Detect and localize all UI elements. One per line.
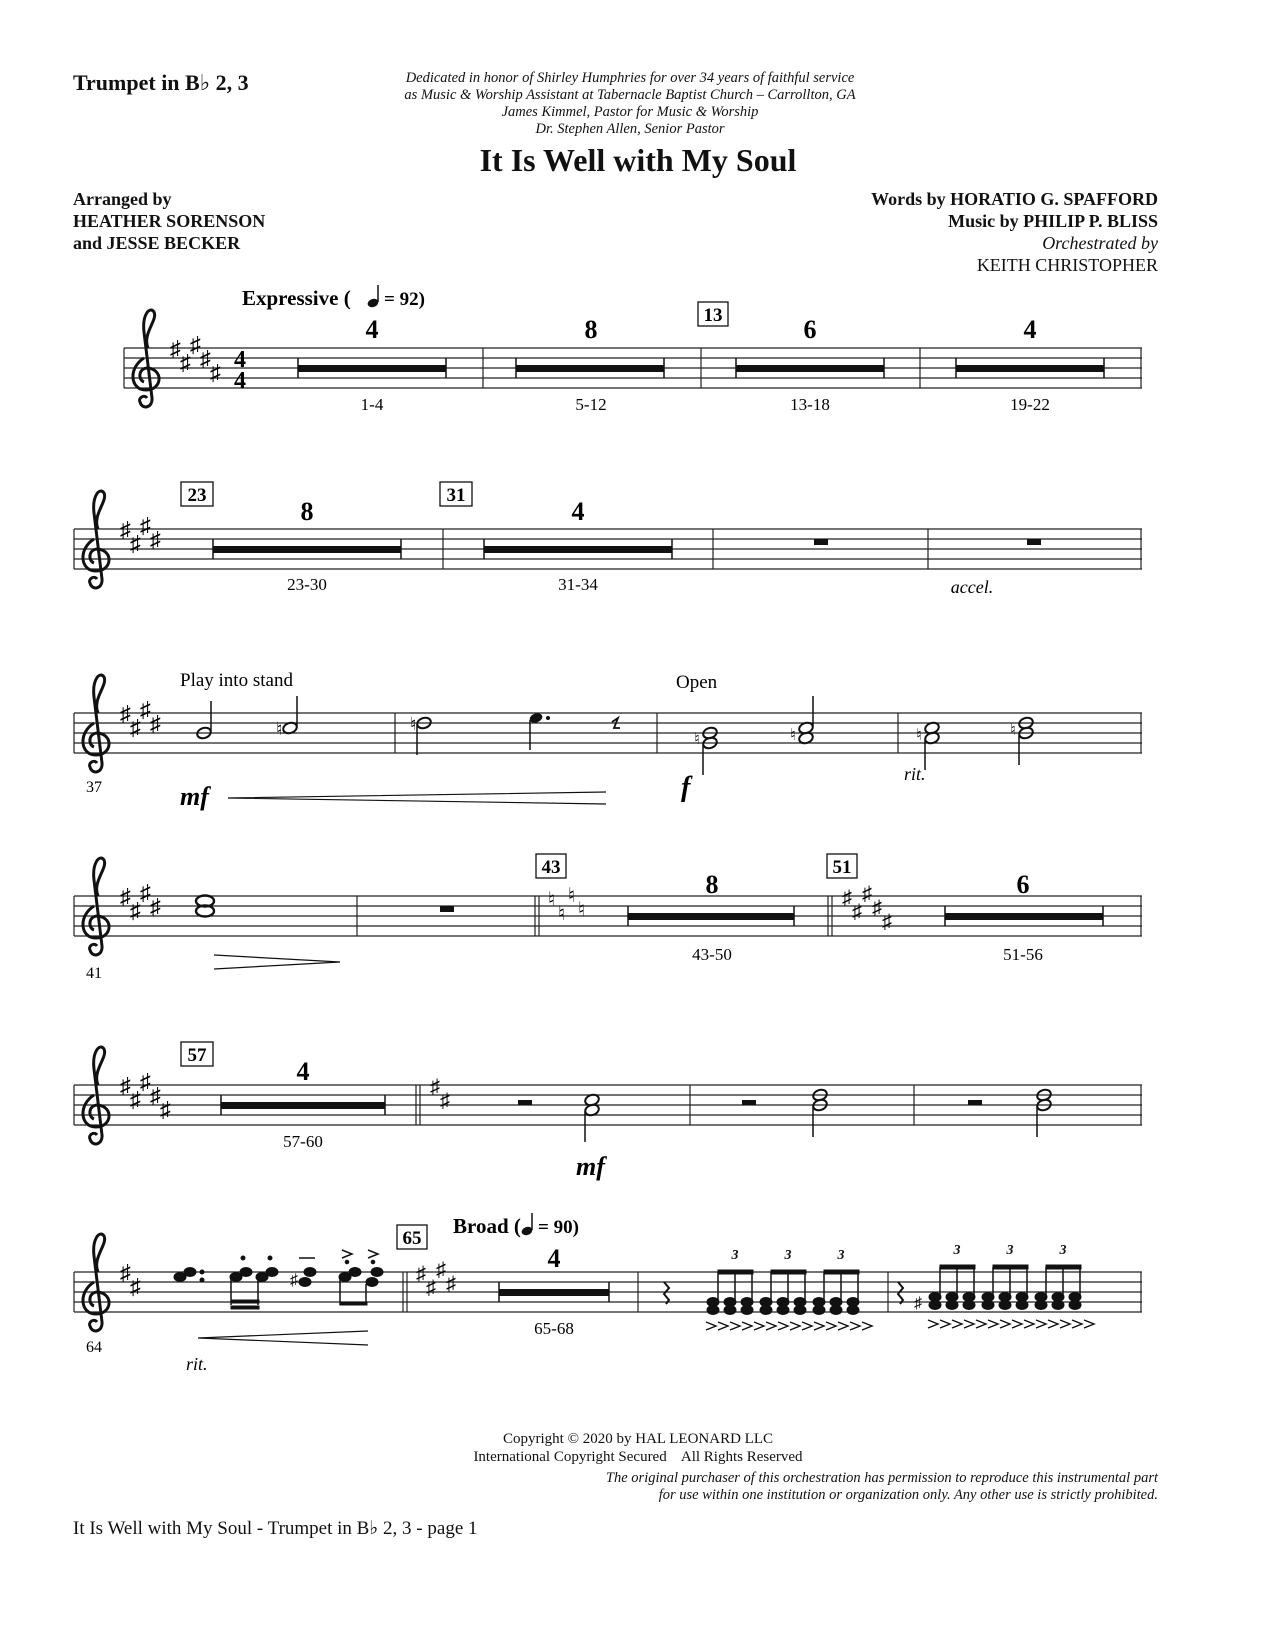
permission-line: for use within one institution or organization only. Any other use is strictly prohibited. [658, 1487, 1158, 1503]
rest-count: 8 [705, 870, 719, 899]
tempo-value: = 92) [384, 289, 425, 310]
svg-text:♯: ♯ [120, 1260, 131, 1285]
svg-text:♯: ♯ [120, 517, 131, 542]
svg-text:♯: ♯ [140, 1069, 151, 1094]
rest-count: 4 [1023, 315, 1037, 344]
svg-text:♯: ♯ [150, 1083, 161, 1108]
svg-text:♮: ♮ [276, 719, 283, 739]
measure-number: 41 [86, 965, 102, 982]
staff-system-1 [124, 285, 1142, 414]
multi-rest [298, 315, 446, 414]
dedication-line: as Music & Worship Assistant at Tabernacle Baptist Church – Carrollton, GA [404, 87, 856, 103]
triplet-number: 3 [953, 1243, 961, 1258]
copyright-notice [0, 1430, 1276, 1466]
multi-rest [440, 482, 672, 594]
arranger-name: HEATHER SORENSON [73, 211, 266, 231]
rehearsal-mark: 23 [187, 485, 207, 506]
svg-text:♯: ♯ [140, 513, 151, 538]
triplet-measure [664, 1248, 872, 1330]
svg-text:♮: ♮ [558, 903, 566, 925]
measure-number: 64 [86, 1339, 102, 1356]
whole-rest [1027, 539, 1041, 545]
time-sig-bottom: 4 [234, 368, 246, 394]
svg-text:♯: ♯ [180, 350, 191, 375]
arranged-by-label: Arranged by [73, 189, 172, 209]
half-rest [968, 1100, 982, 1105]
multi-rest [827, 854, 1103, 964]
svg-text:♯: ♯ [190, 332, 201, 357]
staff-system-3 [74, 670, 1142, 811]
rehearsal-mark: 31 [446, 485, 466, 506]
measure-range: 23-30 [287, 575, 327, 594]
half-rest [518, 1100, 532, 1105]
copyright-line: International Copyright Secured All Rights Reserved [473, 1449, 803, 1465]
tempo-value: = 90) [538, 1217, 579, 1238]
rehearsal-mark: 13 [703, 305, 723, 326]
multi-rest [181, 482, 401, 594]
svg-text:♯: ♯ [130, 1274, 141, 1299]
triplet-number: 3 [1006, 1243, 1014, 1258]
key-change-naturals [548, 885, 585, 925]
quarter-note-icon [366, 285, 379, 309]
key-signature [120, 1260, 141, 1299]
svg-text:♯: ♯ [914, 1295, 922, 1312]
rehearsal-mark: 57 [187, 1045, 207, 1066]
rest-count: 6 [803, 315, 817, 344]
dynamic-marking: mf [180, 782, 209, 811]
tempo-marking: Expressive ( [242, 286, 351, 310]
chord [790, 696, 814, 745]
key-signature [416, 1259, 456, 1299]
svg-text:♯: ♯ [130, 898, 141, 923]
accent-marks [928, 1320, 1094, 1328]
svg-text:♯: ♯ [290, 1272, 298, 1289]
half-rest [742, 1100, 756, 1105]
svg-text:♯: ♯ [130, 1087, 141, 1112]
crescendo-hairpin [198, 1331, 368, 1345]
svg-text:♯: ♯ [130, 715, 141, 740]
triplet-group [813, 1248, 859, 1315]
triplet-measure [898, 1243, 1094, 1328]
svg-text:♮: ♮ [548, 889, 556, 911]
staff-system-6 [74, 1213, 1142, 1374]
svg-text:♮: ♮ [568, 885, 576, 907]
multi-rest [181, 1042, 385, 1151]
time-sig-top: 4 [234, 347, 246, 373]
music-credit: Music by PHILIP P. BLISS [948, 211, 1158, 231]
note [528, 712, 620, 750]
part-name: Trumpet in B♭ 2, 3 [73, 70, 249, 95]
svg-text:♮: ♮ [790, 727, 796, 744]
svg-text:♮: ♮ [578, 899, 586, 921]
chord [196, 896, 214, 917]
chord [916, 721, 940, 770]
accel-marking: accel. [950, 577, 994, 597]
svg-text:♯: ♯ [150, 894, 161, 919]
note [196, 701, 213, 740]
svg-text:♮: ♮ [1010, 722, 1016, 739]
svg-text:♯: ♯ [160, 1097, 171, 1122]
quarter-rest [898, 1282, 903, 1304]
whole-rest [440, 906, 454, 912]
triplet-number: 3 [784, 1248, 792, 1263]
open-text: Open [676, 672, 718, 693]
dynamic-marking: mf [576, 1152, 605, 1181]
multi-rest [516, 315, 664, 414]
measure-range: 13-18 [790, 395, 830, 414]
svg-text:♯: ♯ [200, 346, 211, 371]
svg-text:♯: ♯ [430, 1076, 440, 1098]
rest-count: 4 [296, 1057, 310, 1086]
svg-text:♮: ♮ [916, 727, 922, 744]
accent-marks [706, 1322, 872, 1330]
crescendo-hairpin [228, 792, 606, 804]
svg-text:♮: ♮ [410, 714, 417, 734]
measure-range: 5-12 [575, 395, 607, 414]
dynamic-marking: f [681, 772, 691, 803]
quarter-note-icon [520, 1213, 533, 1237]
arranger-name: and JESSE BECKER [73, 233, 241, 253]
dedication-line: Dr. Stephen Allen, Senior Pastor [535, 121, 725, 137]
svg-text:♯: ♯ [140, 880, 151, 905]
permission-line: The original purchaser of this orchestration has permission to reproduce this instrumental part [605, 1470, 1158, 1486]
multi-rest [956, 315, 1104, 414]
multi-rest [536, 854, 794, 964]
triplet-number: 3 [731, 1248, 739, 1263]
svg-text:♯: ♯ [446, 1273, 456, 1295]
rest-count: 8 [584, 315, 598, 344]
note [410, 714, 432, 755]
staff-system-5 [74, 1042, 1142, 1181]
whole-rest [814, 539, 828, 545]
rest-count: 8 [300, 497, 314, 526]
copyright-line: Copyright © 2020 by HAL LEONARD LLC [503, 1431, 773, 1447]
measure-range: 43-50 [692, 945, 732, 964]
rehearsal-mark: 43 [541, 857, 561, 878]
chord [584, 1093, 601, 1142]
svg-text:♯: ♯ [120, 701, 131, 726]
dedication-line: James Kimmel, Pastor for Music & Worship [501, 104, 759, 120]
rest-count: 4 [365, 315, 379, 344]
song-title: It Is Well with My Soul [479, 142, 797, 178]
measure-range: 51-56 [1003, 945, 1043, 964]
staff-system-2 [74, 482, 1142, 597]
triplet-group [982, 1243, 1028, 1310]
quarter-rest [664, 1282, 669, 1304]
triplet-group [760, 1248, 806, 1315]
words-credit: Words by HORATIO G. SPAFFORD [871, 189, 1158, 209]
measure-range: 65-68 [534, 1319, 574, 1338]
rest-count: 4 [547, 1244, 561, 1273]
dedication-line: Dedicated in honor of Shirley Humphries for over 34 years of faithful service [405, 70, 855, 86]
decrescendo-hairpin [214, 955, 340, 969]
svg-text:♯: ♯ [210, 360, 221, 385]
svg-text:♯: ♯ [140, 697, 151, 722]
note-group [174, 1250, 383, 1309]
orchestrator-name: KEITH CHRISTOPHER [976, 255, 1158, 275]
svg-text:♯: ♯ [130, 531, 141, 556]
staff-system-4 [74, 854, 1142, 982]
svg-text:♯: ♯ [436, 1259, 446, 1281]
svg-text:♯: ♯ [872, 897, 882, 919]
svg-text:♮: ♮ [694, 731, 700, 748]
triplet-number: 3 [1059, 1243, 1067, 1258]
svg-text:♯: ♯ [416, 1263, 426, 1285]
tempo-marking: Broad ( [453, 1214, 521, 1238]
svg-text:♯: ♯ [120, 884, 131, 909]
rest-count: 4 [571, 497, 585, 526]
svg-text:♯: ♯ [440, 1090, 450, 1112]
svg-text:♯: ♯ [150, 711, 161, 736]
triplet-group [1035, 1243, 1081, 1310]
measure-range: 19-22 [1010, 395, 1050, 414]
rehearsal-mark: 65 [402, 1228, 422, 1249]
svg-text:♯: ♯ [862, 883, 872, 905]
measure-range: 57-60 [283, 1132, 323, 1151]
rest-count: 6 [1016, 870, 1030, 899]
triplet-group [707, 1248, 753, 1315]
svg-text:♯: ♯ [426, 1277, 436, 1299]
svg-text:♯: ♯ [852, 901, 862, 923]
svg-text:♯: ♯ [120, 1073, 131, 1098]
rit-marking: rit. [186, 1354, 208, 1374]
svg-text:♯: ♯ [842, 887, 852, 909]
svg-text:♯: ♯ [170, 336, 181, 361]
key-signature [430, 1076, 450, 1112]
measure-number: 37 [86, 779, 102, 796]
svg-text:♯: ♯ [882, 911, 892, 933]
permission-notice [398, 1470, 1158, 1504]
triplet-group [929, 1243, 975, 1310]
svg-text:♯: ♯ [150, 527, 161, 552]
orchestrated-label: Orchestrated by [1042, 233, 1158, 253]
rehearsal-mark: 51 [832, 857, 852, 878]
measure-range: 1-4 [360, 395, 384, 414]
measure-range: 31-34 [558, 575, 598, 594]
page-footer-label: It Is Well with My Soul - Trumpet in B♭ 2, 3 - page 1 [73, 1518, 478, 1539]
triplet-number: 3 [837, 1248, 845, 1263]
rit-marking: rit. [904, 764, 926, 784]
play-into-stand-text: Play into stand [180, 670, 293, 691]
